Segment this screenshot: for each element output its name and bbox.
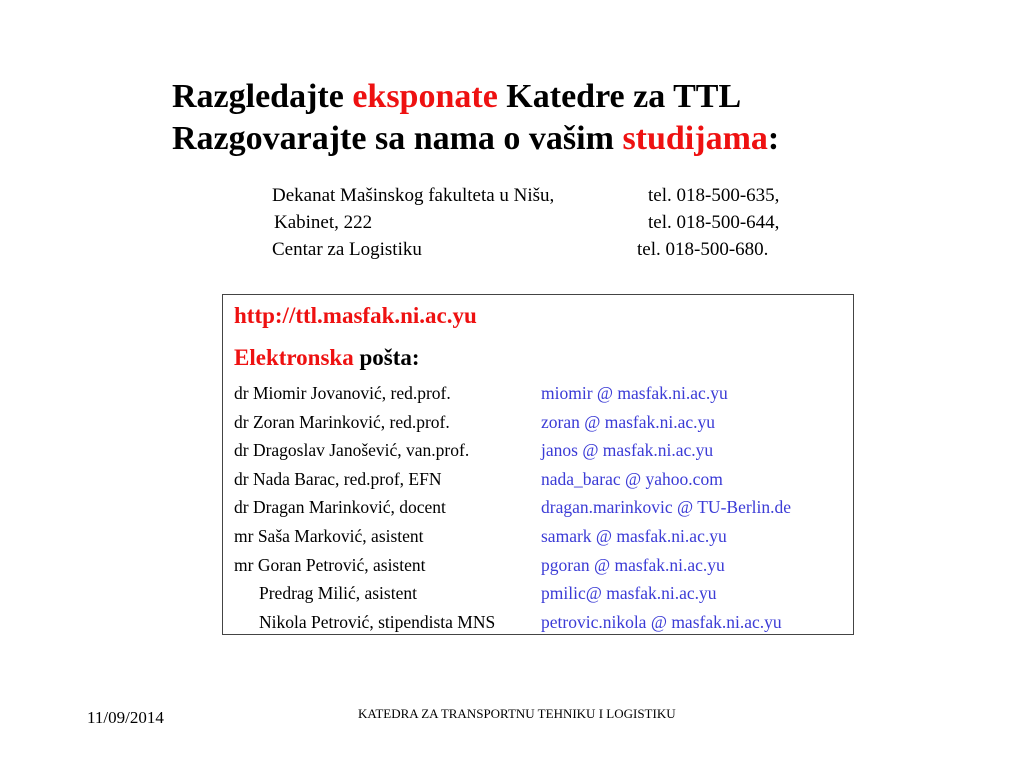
title-line-1 — [172, 76, 779, 118]
contact-box — [222, 294, 854, 635]
person-email[interactable]: nada_barac @ yahoo.com — [541, 468, 723, 489]
person-email[interactable]: miomir @ masfak.ni.ac.yu — [541, 383, 728, 403]
person-name: mr Goran Petrović, asistent — [234, 554, 426, 575]
email-heading-black: pošta: — [353, 345, 420, 370]
contact-tel: tel. 018-500-644, — [648, 212, 780, 233]
person-email[interactable]: petrovic.nikola @ masfak.ni.ac.yu — [541, 611, 782, 632]
person-email[interactable]: samark @ masfak.ni.ac.yu — [541, 525, 727, 546]
person-email[interactable]: pmilic@ masfak.ni.ac.yu — [541, 583, 717, 604]
slide-title — [172, 76, 779, 160]
people-list — [234, 379, 844, 636]
person-name: Predrag Milić, asistent — [259, 583, 417, 604]
person-name: dr Dragoslav Janošević, van.prof. — [234, 440, 470, 461]
list-item — [234, 608, 844, 637]
list-item — [234, 436, 844, 465]
contact-tel: tel. 018-500-680. — [637, 239, 769, 260]
list-item — [234, 551, 844, 580]
person-name: dr Nada Barac, red.prof, EFN — [234, 468, 442, 489]
contact-name: Dekanat Mašinskog fakulteta u Nišu, — [272, 185, 555, 206]
list-item — [234, 522, 844, 551]
contact-name: Kabinet, 222 — [274, 212, 373, 233]
person-name: dr Zoran Marinković, red.prof. — [234, 411, 450, 432]
person-email[interactable]: zoran @ masfak.ni.ac.yu — [541, 411, 716, 432]
person-email[interactable]: janos @ masfak.ni.ac.yu — [541, 440, 714, 461]
contact-name: Centar za Logistiku — [272, 239, 422, 260]
list-item — [234, 493, 844, 522]
email-heading-red: Elektronska — [234, 345, 354, 370]
title-line-2 — [172, 118, 779, 160]
person-name: dr Dragan Marinković, docent — [234, 497, 446, 518]
person-name: Nikola Petrović, stipendista MNS — [259, 611, 496, 632]
title-line-2-part-3: : — [767, 120, 780, 157]
list-item — [234, 579, 844, 608]
footer-department: KATEDRA ZA TRANSPORTNU TEHNIKU I LOGISTIKU — [358, 706, 676, 721]
email-heading — [234, 345, 420, 371]
person-email[interactable]: pgoran @ masfak.ni.ac.yu — [541, 554, 725, 575]
title-highlight-studijama: studijama — [622, 120, 768, 157]
contact-tel: tel. 018-500-635, — [648, 185, 780, 206]
title-highlight-eksponate: eksponate — [352, 78, 498, 115]
list-item — [234, 379, 844, 408]
list-item — [234, 465, 844, 494]
person-name: dr Miomir Jovanović, red.prof. — [234, 383, 451, 403]
person-name: mr Saša Marković, asistent — [234, 525, 424, 546]
website-link[interactable]: http://ttl.masfak.ni.ac.yu — [234, 303, 477, 328]
title-line-1-part-1: Razgledajte — [172, 78, 353, 115]
title-line-1-part-3: Katedre za TTL — [497, 78, 742, 115]
list-item — [234, 408, 844, 437]
footer-date: 11/09/2014 — [87, 708, 164, 727]
person-email[interactable]: dragan.marinkovic @ TU-Berlin.de — [541, 497, 792, 518]
title-line-2-part-1: Razgovarajte sa nama o vašim — [172, 120, 623, 157]
